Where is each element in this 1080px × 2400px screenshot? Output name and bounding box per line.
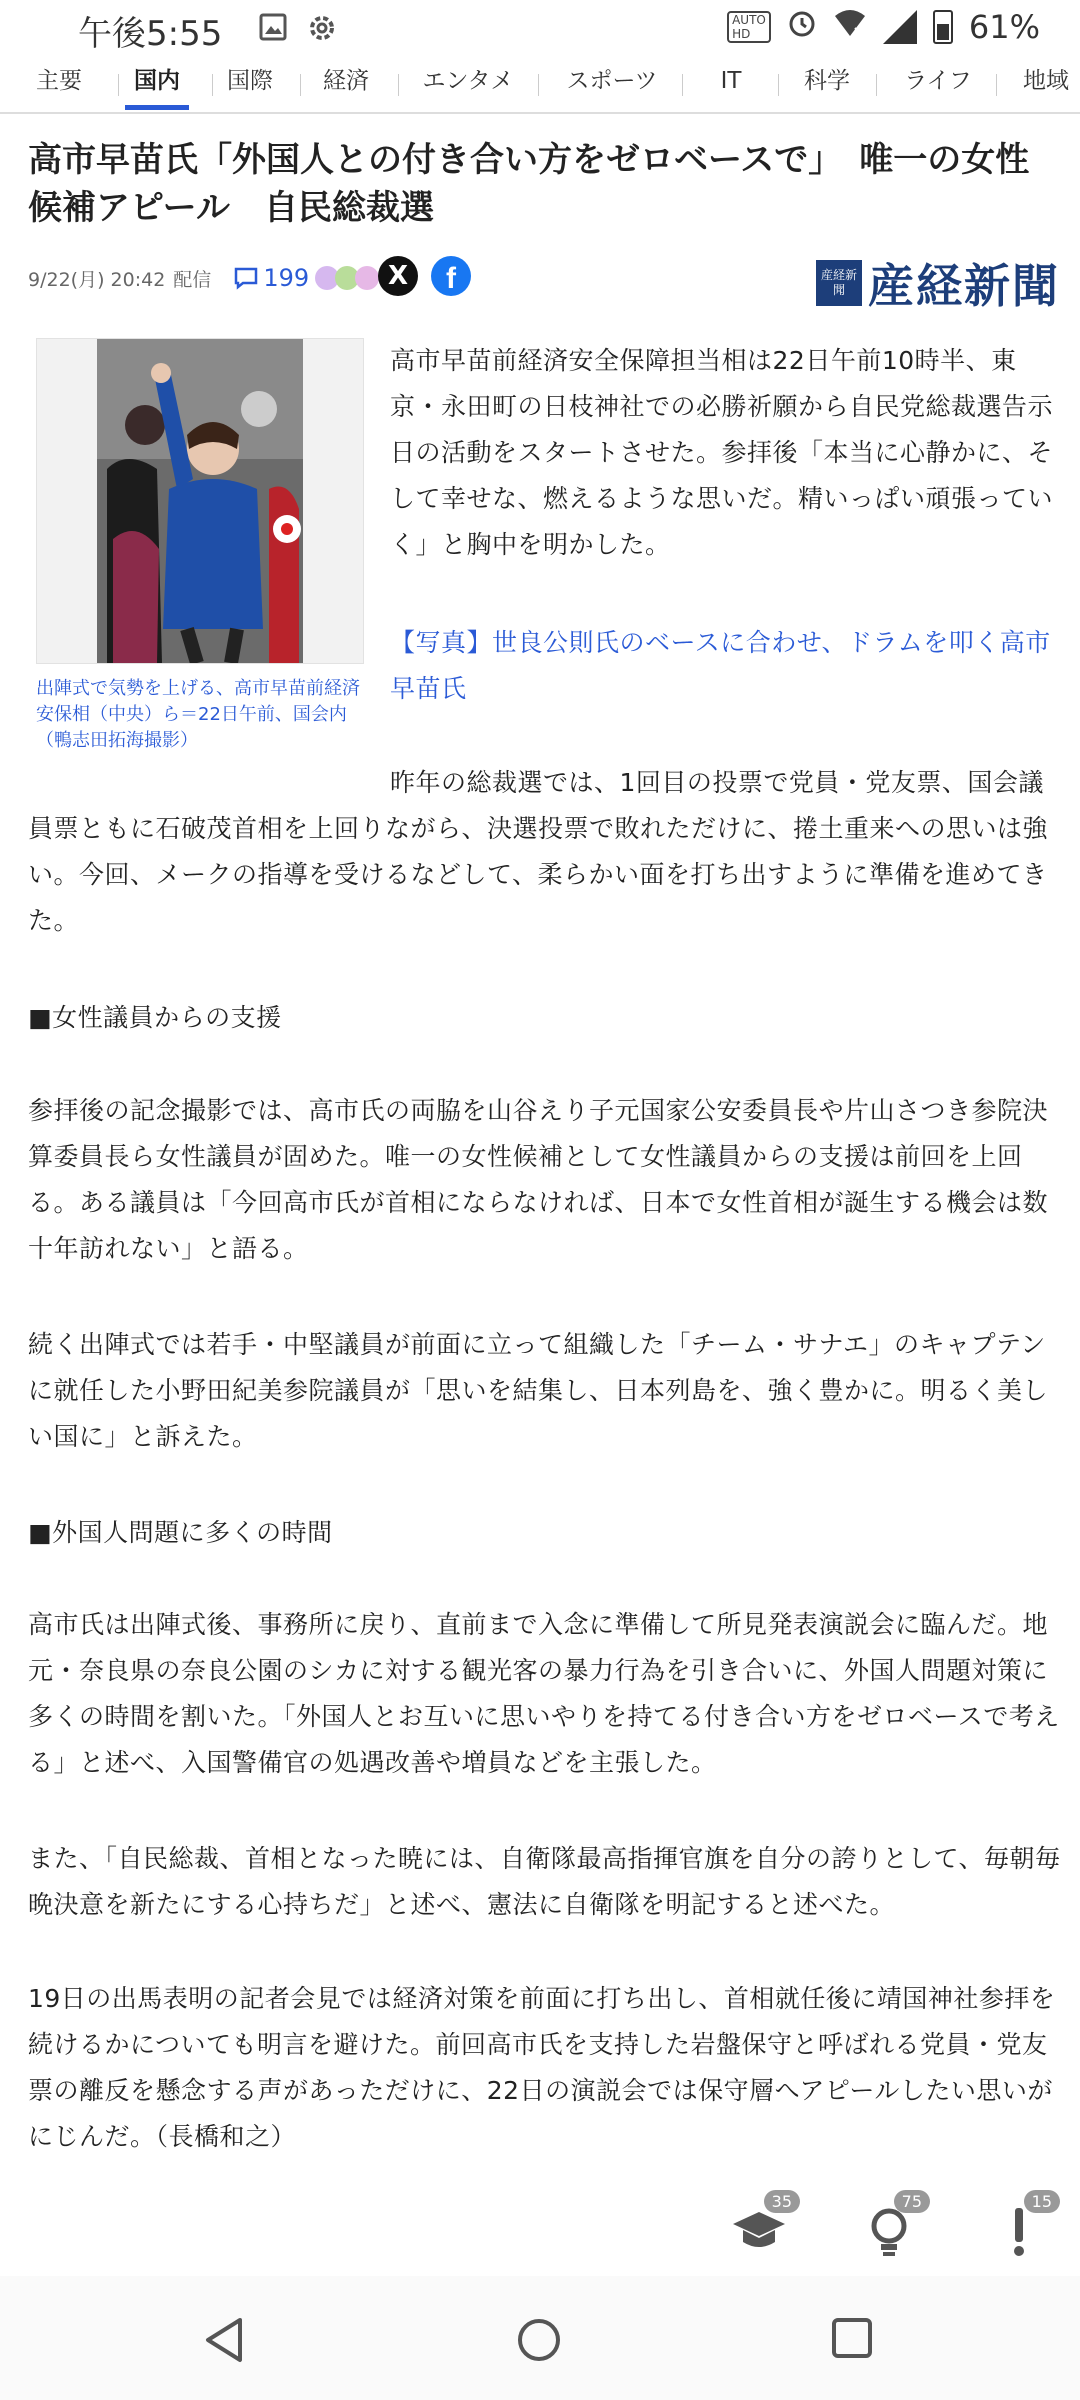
tab-main[interactable]: 主要	[36, 68, 82, 94]
reaction-faces[interactable]	[319, 266, 379, 290]
category-tabs	[0, 62, 1080, 114]
article-paragraph: 高市早苗前経済安全保障担当相は22日午前10時半、東京・永田町の日枝神社での必勝祈願から自民党総裁選告示日の活動をスタートさせた。参拝後「本当に心静かに、そして幸せな、燃えるような思いだ。精いっぱい頑張っていく」と胸中を明かした。	[390, 346, 1054, 559]
status-bar	[0, 0, 1080, 64]
exclamation-icon	[1009, 2206, 1029, 2258]
idea-button[interactable]	[854, 2192, 924, 2276]
system-nav-bar	[0, 2276, 1080, 2400]
badge-count: 15	[1024, 2190, 1060, 2213]
tab-science[interactable]: 科学	[804, 68, 850, 94]
graduation-cap-icon	[731, 2206, 787, 2256]
x-share-icon[interactable]: X	[378, 256, 418, 296]
status-time: 午後5:55	[78, 14, 223, 54]
publisher-logo-mark: 産経新聞	[816, 260, 862, 306]
tab-sports[interactable]: スポーツ	[566, 68, 658, 94]
gallery-icon	[258, 12, 288, 50]
delivered-label: 配信	[173, 268, 212, 291]
article-paragraph: 昨年の総裁選では、1回目の投票で党員・党友票、国会議員票ともに石破茂首相を上回りながら、決選投票で敗れただけに、捲土重来への思いは強い。今回、メークの指導を受けるなどして、柔らかい面を打ち出すように準備を進めてきた。	[28, 768, 1049, 935]
comments-link[interactable]	[233, 264, 309, 292]
learn-button[interactable]	[724, 2192, 794, 2276]
tab-it[interactable]: IT	[720, 68, 742, 94]
section-heading: ■外国人問題に多くの時間	[28, 1518, 333, 1547]
home-icon[interactable]	[515, 2316, 563, 2364]
publisher-name: 産経新聞	[868, 259, 1060, 313]
lightbulb-icon	[867, 2206, 911, 2258]
battery-percent: 61%	[968, 8, 1040, 46]
article-paragraph: 19日の出馬表明の記者会見では経済対策を前面に打ち出し、首相就任後に靖国神社参拝を続けるかについても明言を避けた。前回高市氏を支持した岩盤保守と呼ばれる党員・党友票の離反を懸念する声があっただけに、22日の演説会では保守層へアピールしたい思いがにじんだ。（長橋和之）	[28, 1984, 1056, 2151]
photo-link[interactable]: 【写真】世良公則氏のベースに合わせ、ドラムを叩く高市早苗氏	[390, 628, 1051, 703]
article-meta	[28, 258, 379, 298]
settings-gear-icon	[306, 12, 338, 52]
tab-entertainment[interactable]: エンタメ	[422, 68, 514, 94]
article-paragraph: 参拝後の記念撮影では、高市氏の両脇を山谷えり子元国家公安委員長や片山さつき参院決算委員長ら女性議員が固めた。唯一の女性候補として女性議員からの支援は前回を上回る。ある議員は「今回高市氏が首相にならなければ、日本で女性首相が誕生する機会は数十年訪れない」と語る。	[28, 1096, 1049, 1263]
tab-domestic[interactable]: 国内	[125, 62, 189, 110]
tab-life[interactable]: ライフ	[904, 68, 972, 94]
facebook-share-icon[interactable]: f	[431, 256, 471, 296]
comment-count: 199	[263, 264, 310, 292]
back-icon[interactable]	[202, 2316, 246, 2364]
article-headline: 高市早苗氏「外国人との付き合い方をゼロベースで」 唯一の女性候補アピール 自民総裁選	[28, 140, 1030, 228]
badge-count: 35	[764, 2190, 800, 2213]
wifi-icon	[833, 8, 867, 46]
tab-region[interactable]: 地域	[1023, 68, 1069, 94]
recents-icon[interactable]	[830, 2316, 874, 2360]
article-paragraph: また、「自民総裁、首相となった暁には、自衛隊最高指揮官旗を自分の誇りとして、毎朝毎晩決意を新たにする心持ちだ」と述べ、憲法に自衛隊を明記すると述べた。	[28, 1844, 1061, 1919]
alert-button[interactable]	[984, 2192, 1054, 2276]
article-photo[interactable]	[36, 338, 364, 664]
battery-icon	[933, 10, 953, 44]
badge-count: 75	[894, 2190, 930, 2213]
tab-international[interactable]: 国際	[227, 68, 273, 94]
comment-icon	[233, 266, 259, 290]
article-paragraph: 高市氏は出陣式後、事務所に戻り、直前まで入念に準備して所見発表演説会に臨んだ。地元・奈良県の奈良公園のシカに対する観光客の暴力行為を引き合いに、外国人問題対策に多くの時間を割いた。「外国人とお互いに思いやりを持てる付き合い方をゼロベースで考える」と述べ、入国警備官の処遇改善や増員などを主張した。	[28, 1610, 1060, 1777]
article-date: 9/22(月) 20:42	[28, 268, 166, 291]
signal-icon	[883, 10, 917, 44]
article-paragraph: 続く出陣式では若手・中堅議員が前面に立って組織した「チーム・サナエ」のキャプテンに就任した小野田紀美参院議員が「思いを結集し、日本列島を、強く豊かに。明るく美しい国に」と訴えた。	[28, 1330, 1049, 1451]
auto-brightness-icon: AUTO HD	[727, 11, 771, 43]
photo-caption: 出陣式で気勢を上げる、高市早苗前経済安保相（中央）ら＝22日午前、国会内（鴨志田拓海撮影）	[36, 678, 360, 751]
publisher-logo[interactable]	[816, 250, 1060, 316]
alarm-icon	[787, 8, 817, 46]
section-heading: ■女性議員からの支援	[28, 1003, 282, 1032]
tab-economy[interactable]: 経済	[323, 68, 369, 94]
reaction-face-icon	[355, 266, 379, 290]
